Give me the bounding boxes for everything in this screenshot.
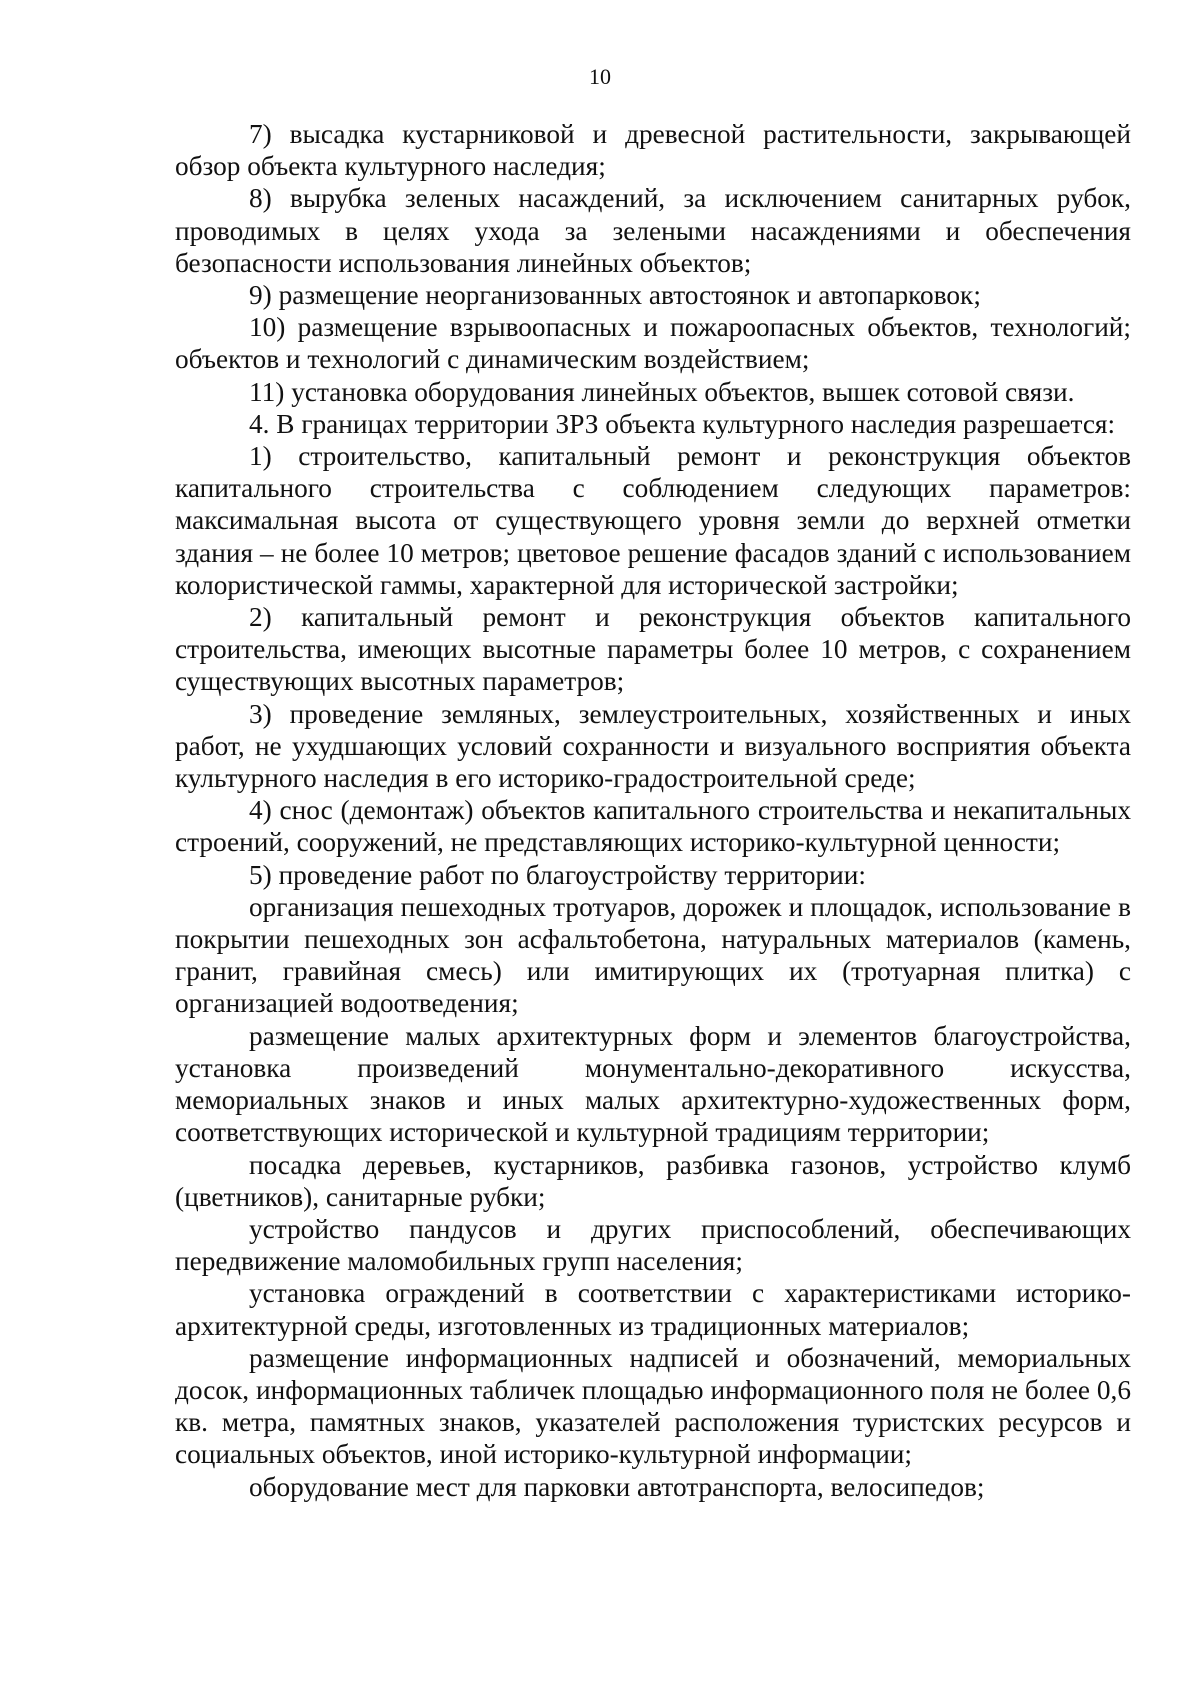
paragraph-improvement-walkways: организация пешеходных тротуаров, дорожек и площадок, использование в покрытии пешеходных зон асфальтобетона, натуральных материалов (камень, гранит, гравийная смесь) или имитирующих их (тротуарная плитка) с организацией водоотведения; bbox=[175, 891, 1131, 1019]
paragraph-improvement-small-forms: размещение малых архитектурных форм и элементов благоустройства, установка произведений монументально-декоративного искусства, мемориальных знаков и иных малых архитектурно-художественных форм, соответствующих исторической и культурной традициям территории; bbox=[175, 1020, 1131, 1148]
paragraph-item-11: 11) установка оборудования линейных объектов, вышек сотовой связи. bbox=[249, 376, 1075, 407]
document-body bbox=[175, 118, 1131, 1503]
paragraph-allowed-3: 3) проведение земляных, землеустроительных, хозяйственных и иных работ, не ухудшающих условий сохранности и визуального восприятия объекта культурного наследия в его историко-градостроительной среде; bbox=[175, 698, 1131, 794]
paragraph-improvement-ramps: устройство пандусов и других приспособлений, обеспечивающих передвижение маломобильных групп населения; bbox=[175, 1213, 1131, 1277]
paragraph-item-9: 9) размещение неорганизованных автостоянок и автопарковок; bbox=[249, 280, 981, 311]
paragraph-improvement-signage: размещение информационных надписей и обозначений, мемориальных досок, информационных табличек площадью информационного поля не более 0,6 кв. метра, памятных знаков, указателей расположения туристских ресурсов и социальных объектов, иной историко-культурной информации; bbox=[175, 1342, 1131, 1470]
paragraph-allowed-4: 4) снос (демонтаж) объектов капитального строительства и некапитальных строений, сооружений, не представляющих историко-культурной ценности; bbox=[175, 795, 1131, 858]
page-number: 10 bbox=[589, 64, 611, 89]
paragraph-item-8: 8) вырубка зеленых насаждений, за исключением санитарных рубок, проводимых в целях ухода за зелеными насаждениями и обеспечения безопасности использования линейных объектов; bbox=[175, 183, 1131, 278]
paragraph-improvement-fences: установка ограждений в соответствии с характеристиками историко-архитектурной среды, изготовленных из традиционных материалов; bbox=[175, 1278, 1131, 1341]
paragraph-allowed-1: 1) строительство, капитальный ремонт и реконструкция объектов капитального строительства с соблюдением следующих параметров: максимальная высота от существующего уровня земли до верхней отметки здания – не более 10 метров; цветовое решение фасадов зданий с использованием колористической гаммы, характерной для исторической застройки; bbox=[175, 441, 1131, 600]
paragraph-allowed-2: 2) капитальный ремонт и реконструкция объектов капитального строительства, имеющих высотные параметры более 10 метров, с сохранением существующих высотных параметров; bbox=[175, 602, 1131, 697]
paragraph-improvement-planting: посадка деревьев, кустарников, разбивка газонов, устройство клумб (цветников), санитарные рубки; bbox=[175, 1149, 1131, 1212]
paragraph-allowed-5: 5) проведение работ по благоустройству территории: bbox=[249, 859, 866, 890]
paragraph-item-7: 7) высадка кустарниковой и древесной растительности, закрывающей обзор объекта культурного наследия; bbox=[175, 119, 1131, 182]
paragraph-improvement-parking: оборудование мест для парковки автотранспорта, велосипедов; bbox=[249, 1471, 985, 1502]
paragraph-item-10: 10) размещение взрывоопасных и пожароопасных объектов, технологий; объектов и технологий с динамическим воздействием; bbox=[175, 312, 1131, 375]
section-4-heading: 4. В границах территории ЗРЗ объекта культурного наследия разрешается: bbox=[249, 408, 1116, 439]
